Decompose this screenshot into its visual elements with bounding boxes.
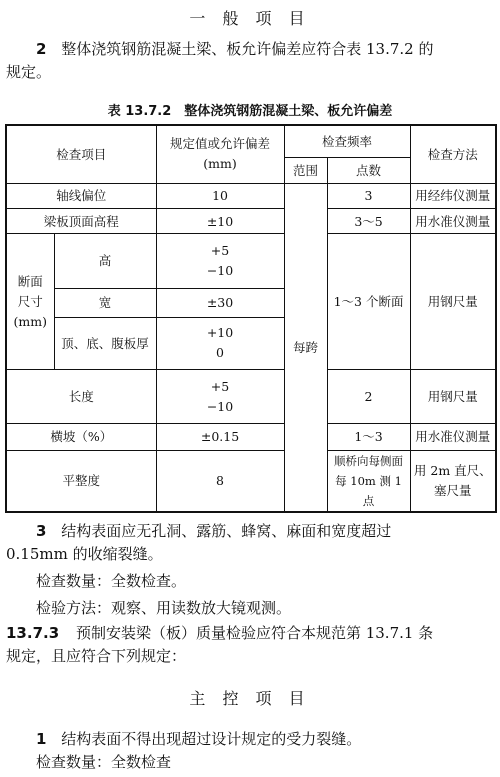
item-number: 1 [36, 730, 47, 748]
item-number: 2 [36, 40, 47, 58]
section-heading-general: 一 般 项 目 [189, 9, 311, 28]
clause-number: 13.7.3 [6, 624, 60, 642]
header-tolerance: 规定值或允许偏差 (mm) [156, 125, 284, 183]
cell-points: 2 [327, 370, 410, 424]
section-heading-main: 主 控 项 目 [189, 689, 311, 708]
cell-method: 用水准仪测量 [410, 424, 496, 450]
cell-item: 轴线偏位 [6, 183, 156, 208]
header-scope: 范围 [284, 157, 327, 183]
inspection-quantity: 检查数量：全数检查 [36, 753, 172, 771]
inspection-method: 检验方法：观察、用读数放大镜观测。 [36, 599, 292, 617]
cell-item: 横坡（%） [6, 424, 156, 450]
cell-value: +5 −10 [156, 234, 284, 288]
paragraph-text: 0.15mm 的收缩裂缝。 [6, 545, 163, 563]
clause-text: 规定，且应符合下列规定： [6, 647, 187, 665]
cell-points: 3 [327, 183, 410, 208]
cell-item: 平整度 [6, 450, 156, 512]
paragraph-main-1 [6, 728, 494, 774]
cell-method: 用 2m 直尺、 塞尺量 [410, 450, 496, 512]
cell-item: 长度 [6, 370, 156, 424]
cell-item: 顶、底、腹板厚 [54, 317, 156, 369]
cell-method: 用经纬仪测量 [410, 183, 496, 208]
clause-text: 预制安装梁（板）质量检验应符合本规范第 13.7.1 条 [75, 624, 434, 642]
cell-points: 1～3 个断面 [327, 234, 410, 370]
header-item: 检查项目 [6, 125, 156, 183]
paragraph-3 [6, 520, 494, 620]
paragraph-2 [6, 38, 494, 84]
clause-13-7-3 [6, 622, 494, 668]
header-frequency: 检查频率 [284, 125, 410, 157]
paragraph-text: 规定。 [6, 63, 52, 81]
inspection-quantity: 检查数量：全数检查。 [36, 572, 187, 590]
cell-method: 用钢尺量 [410, 370, 496, 424]
cell-method: 用水准仪测量 [410, 209, 496, 234]
cell-value: ±0.15 [156, 424, 284, 450]
cell-points: 3～5 [327, 209, 410, 234]
cell-value: 8 [156, 450, 284, 512]
header-method: 检查方法 [410, 125, 496, 183]
cell-method: 用钢尺量 [410, 234, 496, 370]
paragraph-text: 结构表面不得出现超过设计规定的受力裂缝。 [61, 730, 362, 748]
cell-item: 梁板顶面高程 [6, 209, 156, 234]
paragraph-text: 整体浇筑钢筋混凝土梁、板允许偏差应符合表 13.7.2 的 [61, 40, 434, 58]
cell-value: +5 −10 [156, 370, 284, 424]
cell-points: 顺桥向每侧面 每 10m 测 1 点 [327, 450, 410, 512]
cell-scope: 每跨 [284, 183, 327, 512]
table-caption: 表 13.7.2 整体浇筑钢筋混凝土梁、板允许偏差 [107, 104, 393, 119]
cell-value: 10 [156, 183, 284, 208]
cell-item: 宽 [54, 288, 156, 317]
cell-points: 1～3 [327, 424, 410, 450]
cell-section-label: 断面 尺寸 (mm) [6, 234, 54, 370]
cell-item: 高 [54, 234, 156, 288]
cell-value: ±30 [156, 288, 284, 317]
item-number: 3 [36, 522, 47, 540]
tolerance-table [5, 124, 497, 513]
cell-value: ±10 [156, 209, 284, 234]
header-points: 点数 [327, 157, 410, 183]
cell-value: +10 0 [156, 317, 284, 369]
paragraph-text: 结构表面应无孔洞、露筋、蜂窝、麻面和宽度超过 [61, 522, 392, 540]
